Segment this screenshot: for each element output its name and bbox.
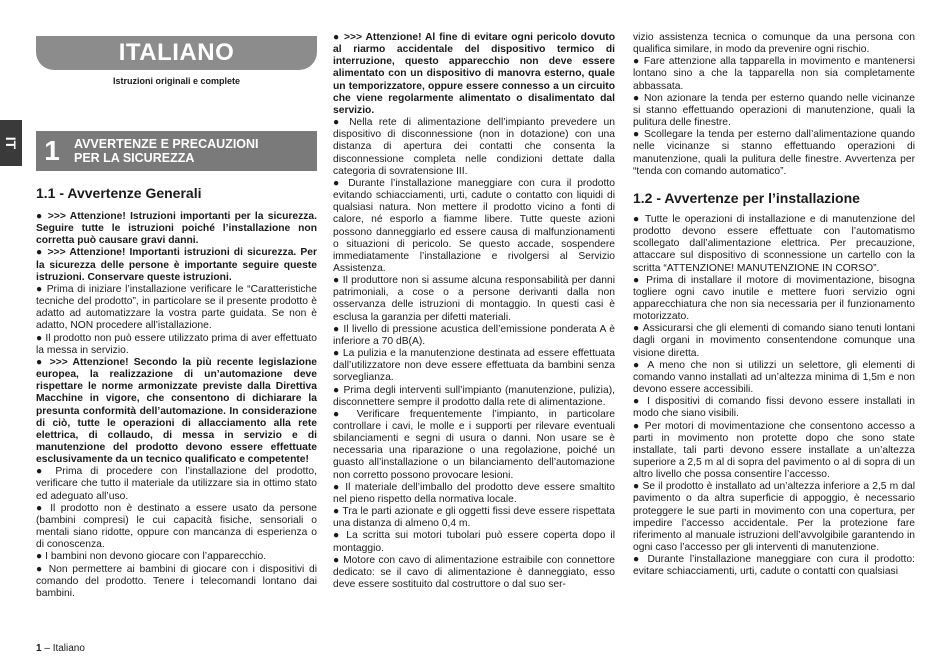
bullet-dot-icon: ● bbox=[633, 396, 647, 408]
bullet-dot-icon: ● bbox=[36, 356, 50, 368]
chapter-header bbox=[36, 131, 317, 171]
bullet-dot-icon: ● bbox=[333, 506, 343, 518]
column-1 bbox=[36, 0, 317, 600]
bullet-paragraph: ● >>> Attenzione! Importanti istruzioni di sicurezza. Per la sicurezza delle persone è importante seguire queste istruzioni. Conservare queste istruzioni. bbox=[36, 247, 317, 283]
bullet-paragraph: ● La scritta sui motori tubolari può essere coperta dopo il montaggio. bbox=[333, 530, 615, 554]
bullet-paragraph: ● I dispositivi di comando fissi devono essere installati in modo che siano visibili. bbox=[633, 396, 915, 420]
column-1-paragraphs bbox=[36, 211, 317, 600]
bullet-dot-icon: ● bbox=[633, 323, 643, 335]
page-footer: 1 – Italiano bbox=[36, 643, 85, 654]
bullet-dot-icon: ● bbox=[333, 384, 344, 396]
bullet-dot-icon: ● bbox=[633, 92, 644, 104]
bullet-dot-icon: ● bbox=[36, 283, 47, 295]
bullet-paragraph: ● Assicurarsi che gli elementi di comando siano tenuti lontani dagli organi in movimento consentendone comunque una visione diretta. bbox=[633, 323, 915, 359]
bullet-dot-icon: ● bbox=[36, 466, 56, 478]
bullet-dot-icon: ● bbox=[36, 502, 51, 514]
bullet-paragraph: ● Il produttore non si assume alcuna responsabilità per danni patrimoniali, a cose o a persone derivanti dalla non osservanza delle istruzioni di montaggio. In questi casi è esclusa la garanzia per difetti materiali. bbox=[333, 275, 615, 323]
bullet-dot-icon: ● bbox=[333, 32, 345, 43]
bullet-dot-icon: ● bbox=[36, 211, 48, 222]
bullet-paragraph: ● Non permettere ai bambini di giocare con i dispositivi di comando del prodotto. Tenere i telecomandi lontano dai bambini. bbox=[36, 563, 317, 599]
bullet-dot-icon: ● bbox=[333, 348, 343, 360]
section-heading-1-1: 1.1 - Avvertenze Generali bbox=[36, 185, 202, 201]
section-heading-1-2: 1.2 - Avvertenze per l’installazione bbox=[633, 189, 860, 206]
bullet-paragraph: ● Prima di installare il motore di movimentazione, bisogna togliere ogni cavo inutile e mettere fuori servizio ogni apparecchiatura che non sia necessaria per il funzionamento motorizzato. bbox=[633, 274, 915, 323]
bullet-dot-icon: ● bbox=[333, 408, 357, 420]
bullet-paragraph: ● A meno che non si utilizzi un selettore, gli elementi di comando vanno installati ad un’altezza minima di 1,5m e non devono essere accessibili. bbox=[633, 359, 915, 396]
bullet-dot-icon: ● bbox=[633, 359, 648, 371]
bullet-paragraph: ● Per motori di movimentazione che consentono accesso a parti in movimento non protette dopo che sono state installate, tali parti devono essere installate a un’altezza superiore a 2,5 m al di sopra del pavimento o al di sopra di un altro livello che possa consentire l’accesso. bbox=[633, 420, 915, 481]
bullet-dot-icon: ● bbox=[36, 247, 48, 259]
bullet-dot-icon: ● bbox=[333, 117, 350, 129]
column-3-paragraphs-b bbox=[633, 214, 915, 579]
bullet-dot-icon: ● bbox=[633, 274, 647, 286]
column-2 bbox=[333, 32, 615, 591]
column-3 bbox=[633, 32, 915, 579]
bullet-dot-icon: ● bbox=[633, 129, 645, 141]
bullet-paragraph: ● Tutte le operazioni di installazione e di manutenzione del prodotto devono essere effettuate con l’automatismo scollegato dall’alimentazione elettrica. Per precauzione, attaccare sul dispositivo di sconnessione un cartello con la scritta “ATTENZIONE! MANUTENZIONE IN CORSO”. bbox=[633, 213, 915, 274]
bullet-dot-icon: ● bbox=[333, 481, 346, 493]
bullet-dot-icon: ● bbox=[633, 554, 648, 566]
bullet-paragraph: ● Non azionare la tenda per esterno quando nelle vicinanze si stanno effettuando operazioni di manutenzione, quali la pulitura delle finestre. bbox=[633, 92, 915, 129]
bullet-dot-icon: ● bbox=[36, 332, 46, 344]
bullet-paragraph: ● Nella rete di alimentazione dell’impianto prevedere un dispositivo di disconnessione (non in dotazione) con una distanza di apertura dei contatti che consenta la disconnessione completa nelle condizioni dettate dalla categoria di sovratensione III. bbox=[333, 117, 615, 177]
bullet-dot-icon: ● bbox=[333, 554, 344, 566]
chapter-title: AVVERTENZE E PRECAUZIONI PER LA SICUREZZA bbox=[74, 137, 259, 165]
bullet-dot-icon: ● bbox=[333, 177, 349, 189]
bullet-dot-icon: ● bbox=[333, 275, 343, 287]
bullet-paragraph: ● Verificare frequentemente l’impianto, in particolare controllare i cavi, le molle e i supporti per rilevare eventuali sbilanciamenti e segni di usura o danni. Non usare se è necessaria una riparazione o una regolazione, poiché un guasto all’installazione o un bilanciamento dell’automazione non corretto possono provocare lesioni. bbox=[333, 408, 615, 481]
bullet-paragraph: ● Il prodotto non può essere utilizzato prima di aver effettuato la messa in servizio. bbox=[36, 332, 317, 356]
bullet-paragraph: ● Il materiale dell’imballo del prodotto deve essere smaltito nel pieno rispetto della normativa locale. bbox=[333, 481, 615, 505]
bullet-dot-icon: ● bbox=[36, 563, 49, 575]
subtitle: Istruzioni originali e complete bbox=[112, 76, 241, 86]
bullet-dot-icon: ● bbox=[333, 323, 344, 335]
bullet-dot-icon: ● bbox=[36, 551, 46, 563]
bullet-paragraph: ● Se il prodotto è installato ad un’altezza inferiore a 2,5 m dal pavimento o da altra superficie di appoggio, è necessario proteggere le sue parti in movimento con una copertura, per impedire l’accesso accidentale. Per la protezione fare riferimento al manuale istruzioni dell’avvolgibile garantendo in ogni caso l’accesso per gli interventi di manutenzione. bbox=[633, 481, 915, 554]
bullet-dot-icon: ● bbox=[333, 530, 347, 542]
bullet-dot-icon: ● bbox=[633, 56, 644, 68]
bullet-paragraph: ● Prima di iniziare l’installazione verificare le “Caratteristiche tecniche del prodotto”, in particolare se il presente prodotto è adatto ad automatizzare la vostra parte guidata. Se non è adatto, NON procedere all’istallazione. bbox=[36, 283, 317, 332]
bullet-paragraph: ● Fare attenzione alla tapparella in movimento e mantenersi lontano sino a che la tapparella non sia completamente abbassata. bbox=[633, 56, 915, 92]
bullet-paragraph: ● Durante l’installazione maneggiare con cura il prodotto: evitare schiacciamenti, urti, cadute o contatti con qualsiasi bbox=[633, 554, 915, 578]
bullet-paragraph: ● Motore con cavo di alimentazione estraibile con connettore dedicato: se il cavo di alimentazione è danneggiato, esso deve essere sostituito dal costruttore o dal suo ser- bbox=[333, 554, 615, 591]
bullet-dot-icon: ● bbox=[633, 213, 645, 225]
column-2-paragraphs bbox=[333, 32, 615, 591]
bullet-dot-icon: ● bbox=[633, 481, 643, 493]
column-3-paragraphs-a bbox=[633, 56, 915, 178]
bullet-paragraph: ● Il livello di pressione acustica dell’emissione ponderata A è inferiore a 70 dB(A). bbox=[333, 323, 615, 347]
bullet-paragraph: ● I bambini non devono giocare con l’apparecchio. bbox=[36, 551, 267, 563]
bullet-paragraph: ● La pulizia e la manutenzione destinata ad essere effettuata dall’utilizzatore non deve essere effettuata da bambini senza sorveglianza. bbox=[333, 348, 615, 384]
language-title-bar: ITALIANO bbox=[36, 36, 317, 70]
bullet-paragraph: ● Prima degli interventi sull’impianto (manutenzione, pulizia), disconnettere sempre il prodotto dalla rete di alimentazione. bbox=[333, 384, 615, 408]
bullet-paragraph: ● Scollegare la tenda per esterno dall’alimentazione quando nelle vicinanze si stanno effettuando operazioni di manutenzione, quali la pulitura delle finestre. Avvertenza per “tenda con comando automatico”. bbox=[633, 129, 915, 177]
bullet-dot-icon: ● bbox=[633, 420, 645, 432]
page-number: 1 bbox=[36, 643, 42, 654]
bullet-paragraph: ● Il prodotto non è destinato a essere usato da persone (bambini compresi) le cui capacità fisiche, sensoriali o mentali siano ridotte, oppure con mancanza di esperienza o di conoscenza. bbox=[36, 502, 317, 551]
bullet-paragraph: ● Durante l’installazione maneggiare con cura il prodotto evitando schiacciamenti, urti, cadute o contatto con liquidi di qualsiasi natura. Non mettere il prodotto vicino a fonti di calore, né esporlo a fiamme libere. Tutte queste azioni possono danneggiarlo ed essere causa di malfunzionamenti o situazioni di pericolo. Se questo accade, sospendere immediatamente l’installazione e rivolgersi al Servizio Assistenza. bbox=[333, 177, 615, 274]
bullet-paragraph: ● >>> Attenzione! Secondo la più recente legislazione europea, la realizzazione di un’automazione deve rispettare le norme armonizzate previste dalla Direttiva Macchine in vigore, che consentono di dichiarare la presunta conformità dell’automazione. In considerazione di ciò, tutte le operazioni di allacciamento alla rete elettrica, di collaudo, di messa in servizio e di manutenzione del prodotto devono essere effettuate esclusivamente da un tecnico qualificato e competente! bbox=[36, 356, 317, 466]
bullet-paragraph: ● >>> Attenzione! Istruzioni importanti per la sicurezza. Seguire tutte le istruzioni poiché l’installazione non corretta può causare gravi danni. bbox=[36, 211, 317, 247]
language-side-tab: IT bbox=[0, 120, 22, 166]
bullet-paragraph: ● Tra le parti azionate e gli oggetti fissi deve essere rispettata una distanza di almeno 0,4 m. bbox=[333, 506, 615, 530]
footer-language: Italiano bbox=[52, 643, 85, 654]
bullet-paragraph: ● >>> Attenzione! Al fine di evitare ogni pericolo dovuto al riarmo accidentale del dispositivo termico di interruzione, questo apparecchio non deve essere alimentato con un dispositivo di manovra esterno, quale un temporizzatore, oppure essere connesso a un circuito che viene regolarmente alimentato o disalimentato dal servizio. bbox=[333, 32, 615, 116]
bullet-paragraph: ● Prima di procedere con l’installazione del prodotto, verificare che tutto il materiale da utilizzare sia in ottimo stato ed adeguato all’uso. bbox=[36, 466, 317, 502]
chapter-number: 1 bbox=[44, 135, 60, 166]
paragraph-continuation: vizio assistenza tecnica o comunque da una persona con qualifica similare, in modo da prevenire ogni rischio. bbox=[633, 32, 915, 56]
